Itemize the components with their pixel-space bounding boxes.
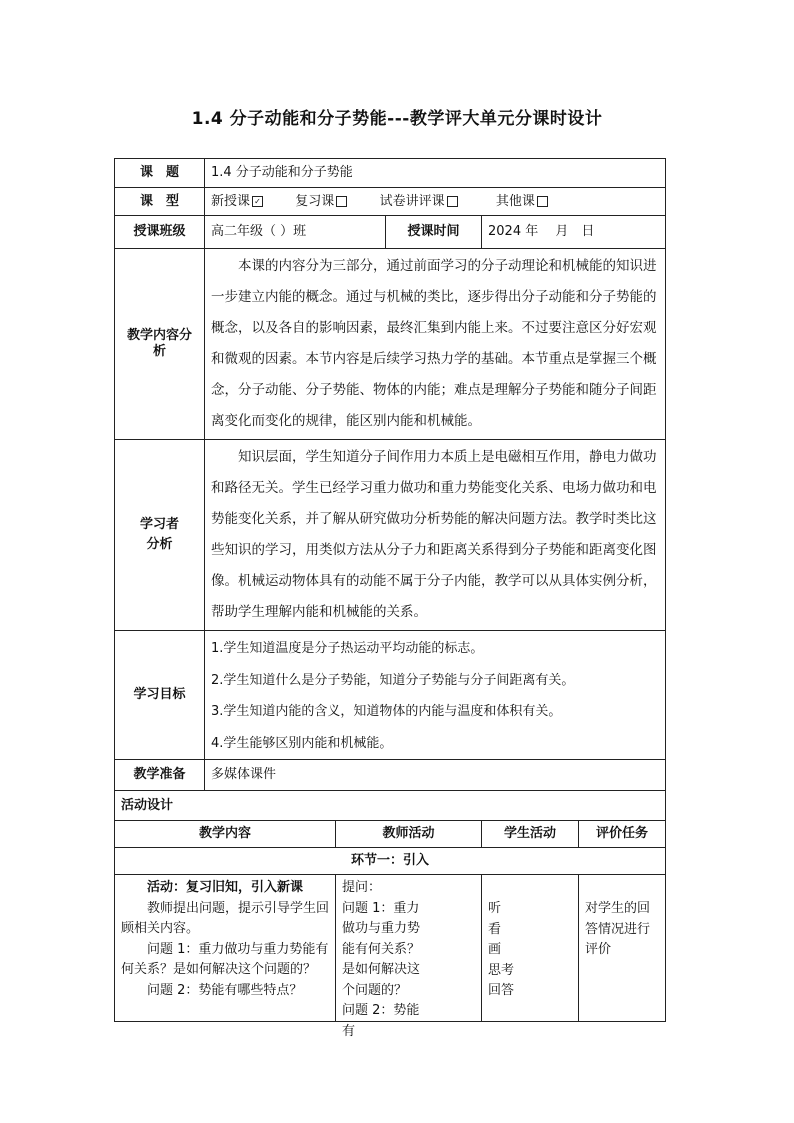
prep-value: 多媒体课件 xyxy=(205,760,666,791)
activity-header-row xyxy=(115,821,666,848)
goals-row xyxy=(115,631,666,760)
topic-value: 1.4 分子动能和分子势能 xyxy=(205,159,666,188)
section-row xyxy=(115,848,666,875)
eval-task-cell: 对学生的回答情况进行评价 xyxy=(579,875,666,1022)
activity-design-row xyxy=(115,791,666,821)
teacher-line: 提问： xyxy=(342,880,382,895)
student-line: 听 xyxy=(488,901,502,916)
class-time-row xyxy=(115,216,666,249)
activity-line: 问题 1：重力做功与重力势能有何关系？是如何解决这个问题的？ xyxy=(121,941,329,977)
teacher-activity-cell xyxy=(336,875,482,1039)
student-line: 画 xyxy=(488,942,502,957)
section-title: 环节一：引入 xyxy=(115,848,666,875)
type-row xyxy=(115,188,666,216)
header-teacher: 教师活动 xyxy=(336,821,482,848)
class-label: 授课班级 xyxy=(115,216,205,249)
goal-item: 4.学生能够区别内能和机械能。 xyxy=(211,735,393,751)
activity-row xyxy=(115,875,666,1022)
student-line: 看 xyxy=(488,921,502,937)
content-analysis-row xyxy=(115,249,666,440)
goals-label: 学习目标 xyxy=(115,631,205,760)
topic-label: 课 题 xyxy=(115,159,205,188)
content-analysis-text: 本课的内容分为三部分，通过前面学习的分子动理论和机械能的知识进一步建立内能的概念。通过与机械的类比，逐步得出分子动能和分子势能的概念，以及各自的影响因素，最终汇集到内能上来。不过要注意区分好宏观和微观的因素。本节内容是后续学习热力学的基础。本节重点是掌握三个概念，分子动能、分子势能、物体的内能；难点是理解分子势能和随分子间距离变化而变化的规律，能区别内能和机械能。 xyxy=(205,249,666,440)
goal-item: 3.学生知道内能的含义，知道物体的内能与温度和体积有关。 xyxy=(211,704,562,719)
learner-analysis-row xyxy=(115,440,666,631)
type-option-other[interactable]: 其他课 xyxy=(496,194,548,209)
goal-item: 2.学生知道什么是分子势能，知道分子势能与分子间距离有关。 xyxy=(211,672,575,688)
type-option-review[interactable]: 复习课 xyxy=(295,194,347,209)
lesson-plan-table xyxy=(114,158,666,1039)
header-student: 学生活动 xyxy=(482,821,579,848)
student-activity-cell xyxy=(482,875,579,1022)
checkbox-checked-icon[interactable]: ✓ xyxy=(252,196,263,207)
prep-label: 教学准备 xyxy=(115,760,205,791)
checkbox-icon[interactable] xyxy=(447,196,458,207)
goals-list xyxy=(205,631,666,760)
teacher-line: 问题 1：重力做功与重力势能有何关系？是如何解决这个问题的？ xyxy=(342,900,421,998)
activity-line: 问题 2：势能有哪些特点？ xyxy=(147,982,303,998)
checkbox-icon[interactable] xyxy=(336,196,347,207)
type-option-exam[interactable]: 试卷讲评课 xyxy=(380,194,458,209)
learner-analysis-label: 学习者 分析 xyxy=(115,440,205,631)
time-value: 2024 年 月 日 xyxy=(482,216,666,249)
time-label: 授课时间 xyxy=(386,216,482,249)
checkbox-icon[interactable] xyxy=(537,196,548,207)
learner-analysis-text: 知识层面，学生知道分子间作用力本质上是电磁相互作用，静电力做功和路径无关。学生已经学习重力做功和重力势能变化关系、电场力做功和电势能变化关系，并了解从研究做功分析势能的解决问题方法。教学时类比这些知识的学习，用类似方法从分子力和距离关系得到分子势能和距离变化图像。机械运动物体具有的动能不属于分子内能，教学可以从具体实例分析，帮助学生理解内能和机械能的关系。 xyxy=(205,440,666,631)
goal-item: 1.学生知道温度是分子热运动平均动能的标志。 xyxy=(211,641,484,656)
activity-content-cell xyxy=(115,875,336,1022)
content-analysis-label: 教学内容分析 xyxy=(115,249,205,440)
student-line: 思考 xyxy=(488,962,515,978)
prep-row xyxy=(115,760,666,791)
activity-heading: 活动：复习旧知，引入新课 xyxy=(147,880,304,895)
activity-line: 教师提出问题，提示引导学生回顾相关内容。 xyxy=(121,900,330,936)
type-option-new[interactable]: 新授课 ✓ xyxy=(211,194,263,209)
topic-row xyxy=(115,159,666,188)
header-eval: 评价任务 xyxy=(579,821,666,848)
type-label: 课 型 xyxy=(115,188,205,216)
student-line: 回答 xyxy=(488,983,515,998)
class-value: 高二年级（ ）班 xyxy=(205,216,386,249)
type-options xyxy=(205,188,666,216)
teacher-line: 问题 2：势能有 xyxy=(342,1003,420,1039)
page-title: 1.4 分子动能和分子势能---教学评大单元分课时设计 xyxy=(191,109,603,129)
activity-design-label: 活动设计 xyxy=(115,791,666,821)
header-content: 教学内容 xyxy=(115,821,336,848)
